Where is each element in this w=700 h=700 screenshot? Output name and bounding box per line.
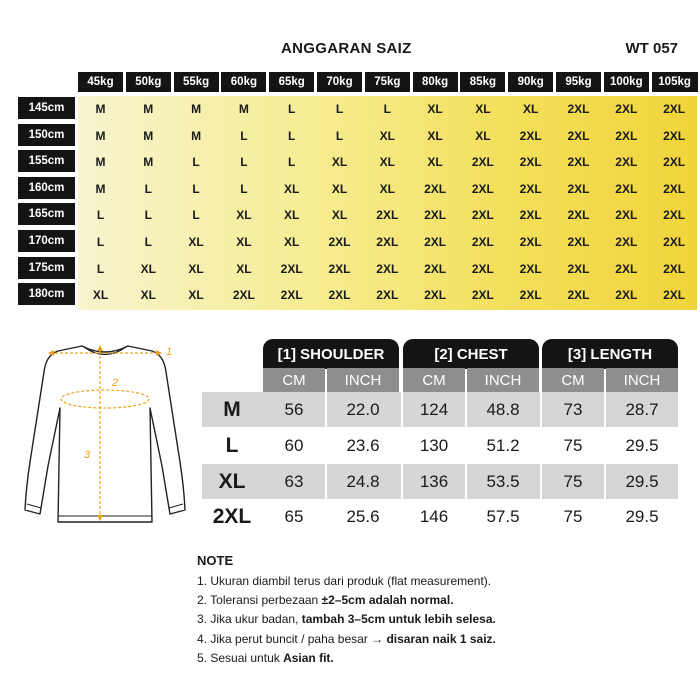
weight-header-cell: 70kg	[317, 72, 362, 92]
weight-header-cell: 45kg	[78, 72, 123, 92]
size-cell: 2XL	[471, 235, 494, 249]
size-cell: L	[335, 102, 344, 116]
size-cell: L	[240, 155, 248, 170]
note-text: Sesuai untuk	[210, 650, 284, 665]
note-emphasis: ±2–5cm adalah normal.	[321, 593, 454, 608]
measurement-value: 63	[284, 472, 304, 491]
column-divider	[325, 392, 327, 427]
unit-header: INCH	[606, 368, 678, 392]
size-cell: XL	[379, 181, 395, 196]
product-code: WT 057	[625, 40, 678, 57]
size-cell: 2XL	[328, 235, 351, 249]
note-number: 4.	[197, 631, 208, 646]
size-cell: M	[191, 102, 202, 116]
height-header-cell: 175cm	[18, 257, 75, 279]
size-cell: 2XL	[519, 288, 542, 303]
size-cell: 2XL	[567, 208, 590, 223]
group-header-shoulder: [1] SHOULDER	[263, 339, 399, 369]
diagram-label-1: 1	[166, 346, 173, 358]
size-cell: 2XL	[615, 155, 638, 170]
size-cell: L	[288, 102, 296, 116]
size-cell: L	[144, 208, 152, 223]
size-cell: L	[383, 102, 391, 116]
size-cell: L	[144, 181, 152, 196]
size-cell: XL	[475, 128, 491, 143]
measurement-value: 22.0	[346, 400, 380, 419]
size-cell: 2XL	[615, 128, 638, 143]
height-header-cell: 160cm	[18, 177, 75, 199]
weight-header-cell: 65kg	[269, 72, 314, 92]
size-cell: 2XL	[232, 288, 255, 303]
column-divider	[325, 464, 327, 499]
note-text: Jika ukur badan,	[210, 612, 302, 627]
column-divider	[604, 464, 606, 499]
note-emphasis: Asian fit.	[283, 650, 334, 665]
size-cell: 2XL	[471, 155, 494, 170]
measurement-value: 75	[563, 507, 583, 526]
size-cell: XL	[284, 208, 300, 223]
group-header-length: [3] LENGTH	[542, 339, 678, 369]
size-cell: XL	[379, 155, 395, 170]
size-cell: 2XL	[567, 288, 590, 303]
size-cell: 2XL	[567, 155, 590, 170]
size-cell: 2XL	[663, 288, 686, 303]
measurement-value: 29.5	[625, 507, 659, 526]
measurement-value: 146	[419, 507, 449, 526]
size-cell: M	[95, 102, 106, 116]
arrow-up-icon	[97, 345, 103, 351]
size-cell: 2XL	[519, 128, 542, 143]
size-cell: M	[191, 128, 202, 143]
size-cell: L	[96, 235, 105, 249]
weight-header-cell: 80kg	[413, 72, 458, 92]
size-cell: 2XL	[663, 261, 686, 276]
size-cell: XL	[188, 235, 204, 249]
size-cell: XL	[331, 181, 348, 196]
weight-header-cell: 55kg	[174, 72, 219, 92]
measurement-row	[202, 392, 678, 427]
size-cell: 2XL	[663, 208, 686, 223]
measurement-value: 56	[284, 400, 304, 419]
size-cell: 2XL	[567, 128, 590, 143]
column-divider	[604, 392, 606, 427]
measurement-row	[202, 428, 678, 463]
note-item	[197, 572, 496, 591]
size-cell: L	[192, 208, 200, 223]
note-item	[197, 630, 496, 649]
height-header-cell: 180cm	[18, 283, 75, 305]
size-cell: L	[144, 235, 152, 249]
size-cell: 2XL	[567, 261, 590, 276]
size-cell: M	[95, 128, 106, 143]
size-cell: 2XL	[424, 288, 447, 303]
measurement-value: 29.5	[625, 436, 659, 455]
column-divider	[401, 392, 403, 427]
measurement-value: 29.5	[625, 472, 659, 491]
size-cell: 2XL	[519, 261, 542, 276]
size-label: XL	[218, 470, 246, 493]
measurement-value: 51.2	[486, 436, 520, 455]
notes-section	[197, 553, 496, 668]
size-cell: 2XL	[376, 288, 399, 303]
group-header-chest: [2] CHEST	[403, 339, 539, 369]
measurement-value: 24.8	[346, 472, 380, 491]
unit-header: CM	[263, 368, 325, 392]
size-label: M	[223, 398, 241, 421]
size-cell: 2XL	[471, 288, 494, 303]
size-cell: M	[95, 181, 106, 196]
note-text: Ukuran diambil terus dari produk (flat measurement).	[210, 574, 492, 588]
diagram-label-3: 3	[84, 449, 91, 461]
size-cell: 2XL	[471, 181, 494, 196]
weight-header-cell: 50kg	[126, 72, 171, 92]
size-cell: L	[240, 181, 248, 196]
size-cell: 2XL	[424, 181, 447, 196]
size-cell: XL	[284, 235, 300, 249]
note-item	[197, 649, 496, 668]
measurement-value: 136	[419, 472, 449, 491]
column-divider	[540, 499, 542, 534]
column-divider	[401, 499, 403, 534]
size-cell: 2XL	[519, 208, 542, 223]
column-divider	[325, 428, 327, 463]
measurement-value: 75	[563, 472, 583, 491]
note-item	[197, 591, 496, 610]
note-number: 5.	[197, 650, 208, 665]
height-header-cell: 155cm	[18, 150, 75, 172]
column-divider	[540, 428, 542, 463]
size-cell: 2XL	[615, 261, 638, 276]
measurement-value: 75	[563, 436, 583, 455]
size-cell: 2XL	[376, 208, 399, 223]
size-cell: XL	[236, 208, 252, 223]
size-cell: 2XL	[615, 235, 638, 249]
size-cell: 2XL	[519, 155, 542, 170]
column-divider	[465, 499, 467, 534]
size-cell: 2XL	[615, 208, 638, 223]
weight-header-cell: 95kg	[556, 72, 601, 92]
weight-header-cell: 60kg	[221, 72, 266, 92]
column-divider	[401, 464, 403, 499]
size-cell: 2XL	[471, 208, 494, 223]
measurement-value: 23.6	[346, 436, 380, 455]
size-cell: 2XL	[328, 261, 351, 276]
size-cell: 2XL	[663, 155, 686, 170]
size-cell: 2XL	[663, 235, 686, 249]
column-divider	[604, 499, 606, 534]
diagram-label-2: 2	[112, 377, 119, 389]
note-number: 2.	[197, 593, 208, 608]
size-cell: XL	[284, 181, 300, 196]
size-cell: 2XL	[471, 261, 494, 276]
unit-header: CM	[542, 368, 604, 392]
size-cell: M	[143, 128, 154, 143]
size-cell: 2XL	[280, 288, 303, 303]
size-cell: M	[95, 155, 106, 170]
size-cell: M	[143, 102, 154, 116]
column-divider	[540, 464, 542, 499]
note-emphasis: disaran naik 1 saiz.	[386, 631, 496, 646]
size-cell: XL	[188, 261, 204, 276]
size-cell: M	[143, 155, 154, 170]
size-cell: XL	[331, 208, 348, 223]
size-cell: 2XL	[424, 261, 447, 276]
chart-title: ANGGARAN SAIZ	[281, 40, 412, 57]
measurement-value: 73	[563, 400, 583, 419]
unit-header: CM	[403, 368, 465, 392]
size-cell: 2XL	[663, 181, 686, 196]
size-cell: L	[192, 181, 200, 196]
measurement-row	[202, 464, 678, 499]
size-cell: 2XL	[567, 181, 590, 196]
size-cell: 2XL	[376, 235, 399, 249]
size-cell: 2XL	[424, 235, 447, 249]
size-cell: XL	[140, 261, 156, 276]
note-item	[197, 610, 496, 629]
size-cell: L	[335, 128, 344, 143]
size-cell: L	[288, 155, 296, 170]
size-cell: 2XL	[519, 235, 542, 249]
size-cell: L	[288, 128, 296, 143]
size-cell: 2XL	[615, 288, 638, 303]
size-cell: XL	[427, 128, 443, 143]
column-divider	[401, 428, 403, 463]
weight-header-cell: 85kg	[460, 72, 505, 92]
measurement-value: 57.5	[486, 507, 520, 526]
weight-header-cell: 100kg	[604, 72, 649, 92]
size-cell: 2XL	[424, 208, 447, 223]
measurement-value: 60	[284, 436, 304, 455]
measurement-value: 130	[419, 436, 449, 455]
size-cell: 2XL	[615, 181, 638, 196]
size-cell: XL	[236, 235, 252, 249]
size-label: 2XL	[212, 505, 252, 528]
size-cell: 2XL	[567, 235, 590, 249]
size-cell: XL	[331, 155, 348, 170]
size-cell: 2XL	[567, 102, 590, 116]
measurement-row	[202, 499, 678, 534]
size-label: L	[225, 434, 239, 457]
height-header-cell: 170cm	[18, 230, 75, 252]
column-divider	[465, 428, 467, 463]
size-cell: L	[96, 208, 105, 223]
size-cell: XL	[427, 102, 443, 116]
measurement-value: 25.6	[346, 507, 380, 526]
weight-header-cell: 75kg	[365, 72, 410, 92]
size-cell: 2XL	[663, 102, 686, 116]
size-cell: 2XL	[328, 288, 351, 303]
shirt-diagram	[20, 338, 190, 528]
note-number: 3.	[197, 612, 208, 627]
note-text: Jika perut buncit / paha besar →	[210, 631, 387, 646]
size-cell: 2XL	[280, 261, 303, 276]
size-cell: XL	[188, 288, 204, 303]
unit-header: INCH	[327, 368, 399, 392]
measurement-value: 48.8	[486, 400, 520, 419]
size-cell: XL	[140, 288, 156, 303]
size-grid-cells	[78, 96, 697, 310]
size-cell: 2XL	[615, 102, 638, 116]
note-emphasis: tambah 3–5cm untuk lebih selesa.	[301, 612, 496, 627]
height-header-cell: 165cm	[18, 203, 75, 225]
note-number: 1.	[197, 574, 208, 588]
column-divider	[604, 428, 606, 463]
size-cell: XL	[475, 102, 491, 116]
size-cell: XL	[236, 261, 252, 276]
weight-header-cell: 105kg	[652, 72, 698, 92]
size-cell: XL	[427, 155, 443, 170]
column-divider	[325, 499, 327, 534]
note-text: Toleransi perbezaan	[210, 593, 322, 608]
notes-list	[197, 572, 496, 668]
column-divider	[540, 392, 542, 427]
size-cell: XL	[92, 288, 109, 303]
height-header-cell: 150cm	[18, 124, 75, 146]
measurement-value: 124	[419, 400, 449, 419]
unit-header: INCH	[467, 368, 539, 392]
measurement-value: 65	[284, 507, 304, 526]
size-cell: L	[192, 155, 200, 170]
column-divider	[465, 392, 467, 427]
height-header-cell: 145cm	[18, 97, 75, 119]
size-cell: 2XL	[519, 181, 542, 196]
measurement-value: 28.7	[625, 400, 659, 419]
size-cell: L	[96, 261, 105, 276]
size-cell: L	[240, 128, 248, 143]
measurement-value: 53.5	[486, 472, 520, 491]
weight-header-cell: 90kg	[508, 72, 553, 92]
size-cell: 2XL	[663, 128, 686, 143]
notes-title: NOTE	[197, 553, 234, 568]
shirt-outline	[25, 346, 185, 522]
column-divider	[465, 464, 467, 499]
size-cell: 2XL	[376, 261, 399, 276]
size-cell: XL	[379, 128, 395, 143]
size-cell: M	[238, 102, 249, 116]
size-cell: XL	[523, 102, 539, 116]
